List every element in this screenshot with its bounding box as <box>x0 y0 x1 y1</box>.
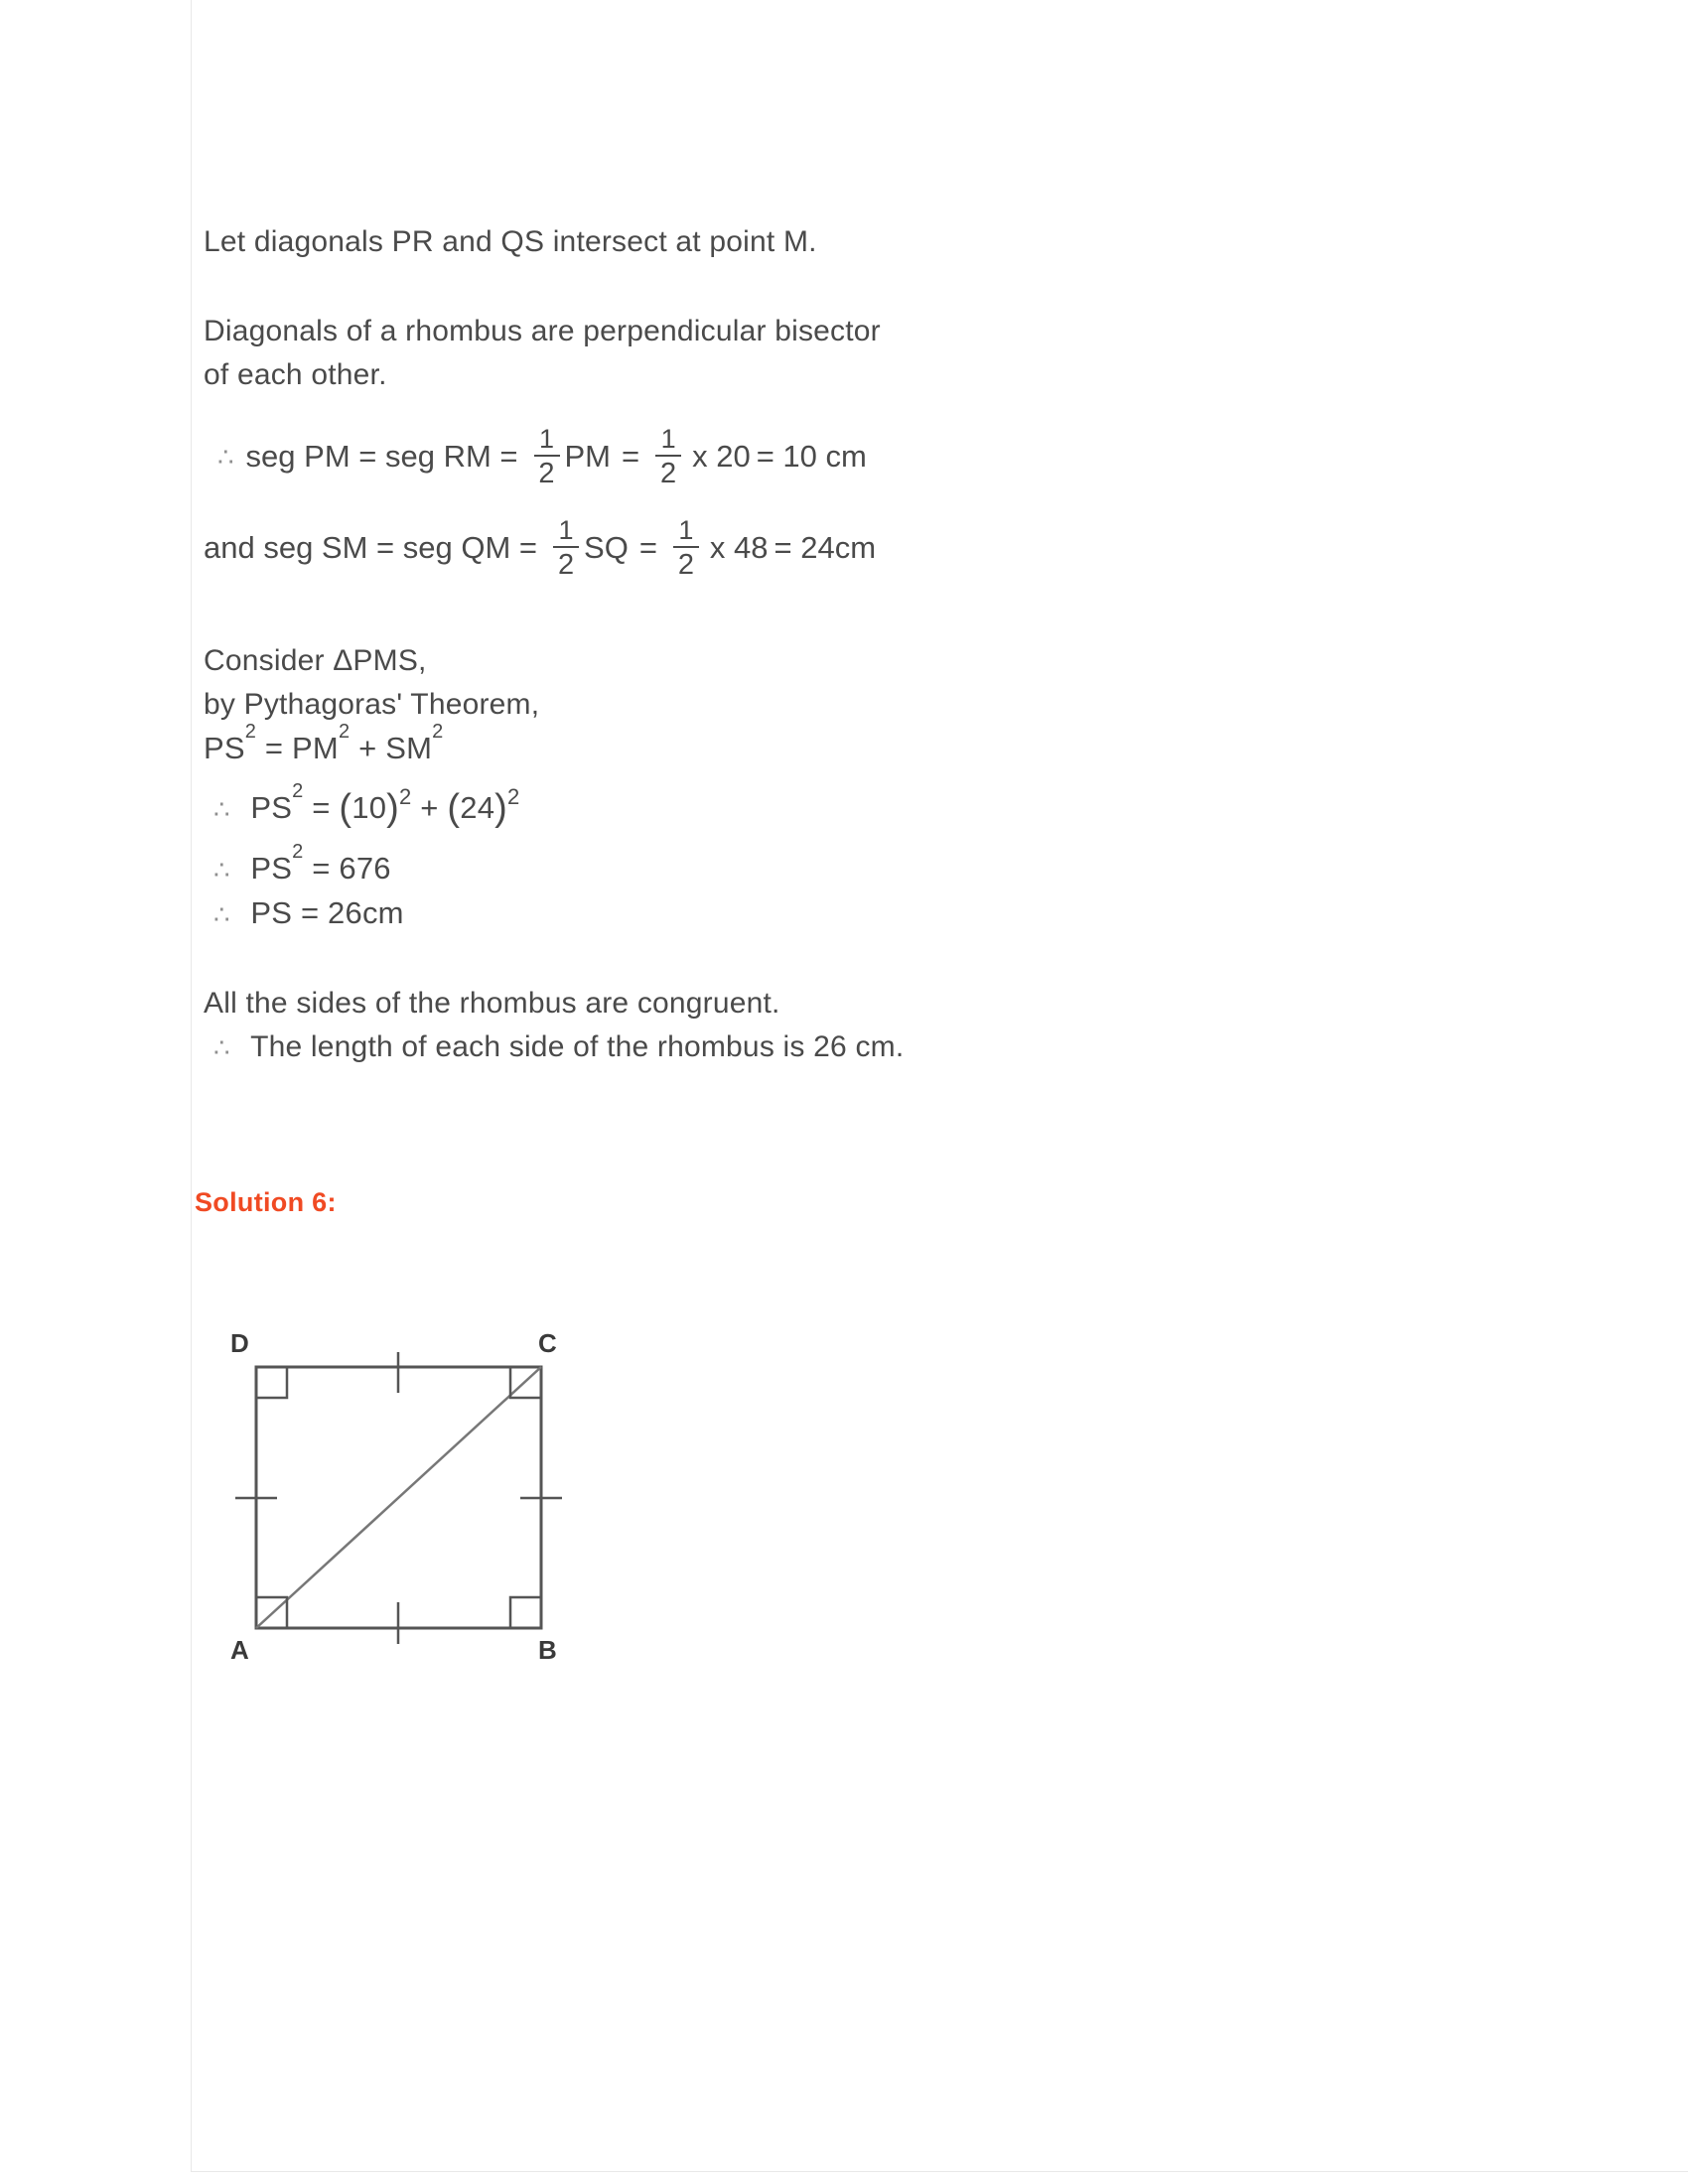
eq4-value-1-exponent: 2 <box>399 784 412 809</box>
therefore-symbol: ∴ <box>213 1032 231 1062</box>
eq3-c: SM <box>385 731 433 765</box>
equation-pythagoras <box>204 720 1544 770</box>
eq1-multiplier: x 20 <box>692 439 751 474</box>
spacer <box>204 397 1544 411</box>
eq2-equals: = <box>638 530 657 565</box>
line-property-1: Diagonals of a rhombus are perpendicular bisector <box>204 315 881 347</box>
therefore-symbol: ∴ <box>213 899 231 929</box>
equation-ps-result <box>204 891 1544 936</box>
vertex-label-c: C <box>538 1328 557 1358</box>
eq4-value-1: 10 <box>352 790 387 825</box>
eq2-multiplier: x 48 <box>709 530 769 565</box>
eq4-close-paren-1: ) <box>386 787 400 829</box>
solution-heading: Solution 6: <box>195 1187 337 1217</box>
line-property-2: of each other. <box>204 358 387 391</box>
fraction-one-half <box>655 423 681 489</box>
eq4-close-paren-2: ) <box>494 787 507 829</box>
spacer <box>204 264 1544 310</box>
eq4-value-2-exponent: 2 <box>507 784 520 809</box>
spacer <box>204 594 1544 639</box>
eq1-term: PM <box>564 439 611 474</box>
spacer <box>204 833 1544 847</box>
vertex-label-a: A <box>230 1635 249 1665</box>
equation-substitution <box>204 779 1544 833</box>
eq5-a-exponent: 2 <box>292 840 304 863</box>
eq3-a: PS <box>204 731 245 765</box>
eq3-b: PM <box>292 731 339 765</box>
eq2-lhs: and seg SM = seg QM = <box>204 530 538 565</box>
eq4-a-exponent: 2 <box>292 779 304 802</box>
therefore-symbol: ∴ <box>213 855 231 885</box>
geometry-figure-square-abcd <box>189 1281 606 1678</box>
line-conclusion-1: All the sides of the rhombus are congruent. <box>204 987 780 1020</box>
eq3-op1: = <box>256 731 293 765</box>
eq4-open-paren-1: ( <box>339 787 352 829</box>
therefore-symbol: ∴ <box>217 442 235 472</box>
right-angle-mark-d <box>256 1367 287 1398</box>
eq6-text: PS = 26cm <box>250 895 404 930</box>
solution-body <box>204 220 1544 1069</box>
eq1-equals: = <box>622 439 640 474</box>
line-pythagoras-theorem: by Pythagoras' Theorem, <box>204 688 540 721</box>
eq5-op: = 676 <box>303 851 391 886</box>
spacer <box>204 770 1544 784</box>
fraction-one-half <box>673 514 699 581</box>
equation-ps-squared <box>204 840 1544 891</box>
line-consider-triangle: Consider ΔPMS, <box>204 644 427 677</box>
fraction-numerator: 1 <box>558 514 574 545</box>
eq4-open-paren-2: ( <box>447 787 461 829</box>
line-conclusion-2 <box>204 1025 1544 1069</box>
eq4-value-2: 24 <box>460 790 495 825</box>
eq4-op2: + <box>411 790 448 825</box>
therefore-symbol: ∴ <box>213 794 231 824</box>
fraction-denominator: 2 <box>660 457 677 489</box>
fraction-one-half <box>534 423 560 489</box>
fraction-numerator: 1 <box>678 514 694 545</box>
fraction-one-half <box>553 514 579 581</box>
right-angle-mark-b <box>510 1597 541 1628</box>
eq3-c-exponent: 2 <box>432 720 444 743</box>
fraction-denominator: 2 <box>538 457 555 489</box>
eq2-result: = 24cm <box>774 530 877 565</box>
spacer <box>204 936 1544 982</box>
eq4-a: PS <box>250 790 293 825</box>
eq3-a-exponent: 2 <box>244 720 257 743</box>
equation-sm-qm <box>204 502 1544 594</box>
eq1-result: = 10 cm <box>756 439 867 474</box>
eq1-lhs: seg PM = seg RM = <box>245 439 518 474</box>
eq3-op2: + <box>350 731 386 765</box>
line-intro: Let diagonals PR and QS intersect at point M. <box>204 225 817 258</box>
fraction-numerator: 1 <box>660 423 676 454</box>
fraction-denominator: 2 <box>557 548 575 581</box>
equation-pm-rm <box>204 411 1544 502</box>
eq5-a: PS <box>250 851 293 886</box>
vertex-label-b: B <box>538 1635 557 1665</box>
eq2-term: SQ <box>584 530 629 565</box>
fraction-numerator: 1 <box>538 423 555 454</box>
eq3-b-exponent: 2 <box>338 720 351 743</box>
eq4-op1: = <box>303 790 340 825</box>
conclusion-2-text: The length of each side of the rhombus is 26 cm. <box>250 1030 905 1063</box>
diagonal-a-to-c <box>256 1367 541 1628</box>
vertex-label-d: D <box>230 1328 249 1358</box>
fraction-denominator: 2 <box>677 548 694 581</box>
